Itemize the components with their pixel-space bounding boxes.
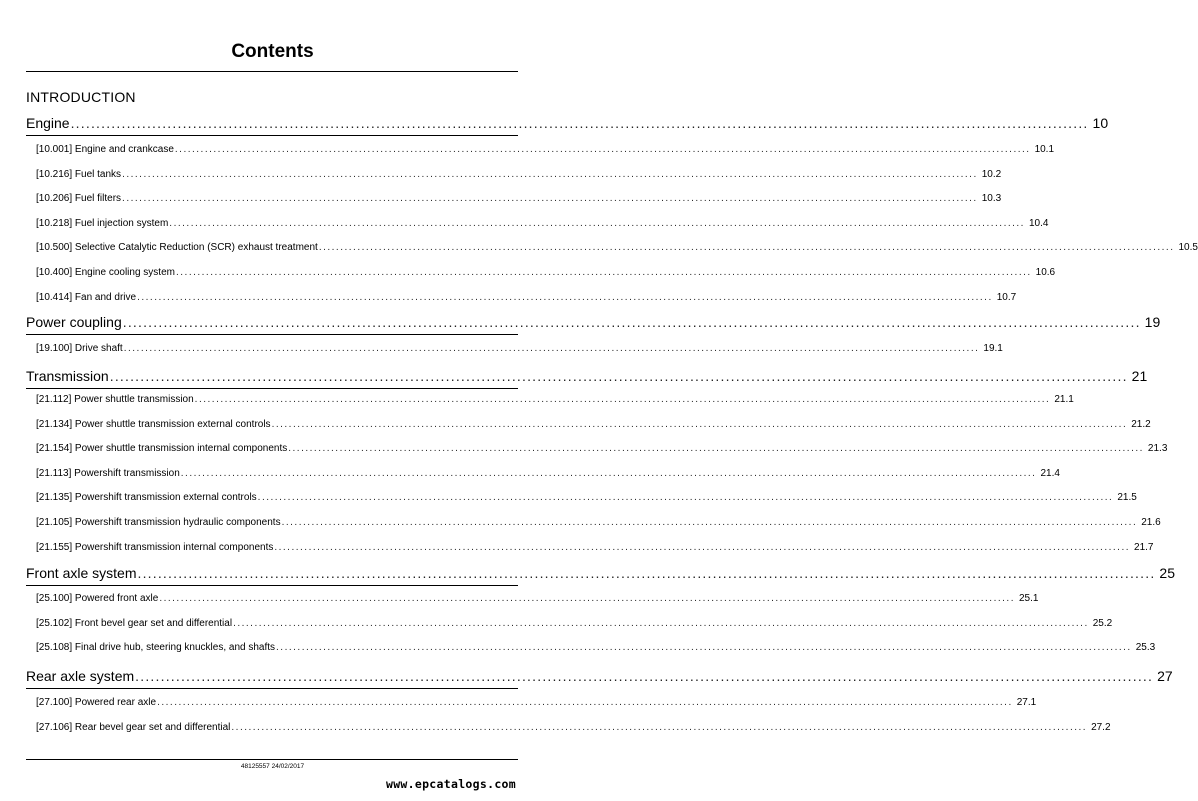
toc-entry-page: 21.2 (1131, 419, 1151, 430)
toc-entry-title: [21.112] Power shuttle transmission (36, 394, 194, 405)
toc-entry-title: [21.135] Powershift transmission external controls (36, 492, 257, 503)
toc-leader: ........................................................................................................................................................................................................ (288, 443, 1144, 454)
toc-entry-page: 10.1 (1034, 144, 1055, 155)
toc-entry-title: [27.100] Powered rear axle (36, 697, 157, 708)
toc-leader: ........................................................................................................................................................................................................ (281, 517, 1138, 528)
toc-leader: ........................................................................................................................................................................................................ (231, 722, 1088, 733)
toc-entry-page: 25.1 (1018, 593, 1039, 604)
toc-section-title: Engine (26, 115, 70, 131)
toc-entry-title: [10.001] Engine and crankcase (36, 144, 174, 155)
toc-leader: ........................................................................................................................................................................................................ (122, 314, 1141, 330)
toc-leader: ........................................................................................................................................................................................................ (123, 343, 980, 354)
toc-entry-title: [10.216] Fuel tanks (36, 169, 122, 180)
section-rule (26, 388, 518, 389)
toc-entry[interactable] (36, 343, 1003, 357)
toc-entry[interactable] (36, 642, 1156, 656)
toc-entry-page: 25.3 (1135, 642, 1156, 653)
toc-leader: ........................................................................................................................................................................................................ (271, 419, 1128, 430)
toc-entry-title: [25.108] Final drive hub, steering knuckles, and shafts (36, 642, 276, 653)
toc-leader: ........................................................................................................................................................................................................ (122, 169, 978, 180)
toc-entry[interactable] (36, 468, 1060, 482)
title-rule (26, 71, 518, 72)
toc-entry-page: 21.6 (1141, 517, 1161, 528)
toc-leader: ........................................................................................................................................................................................................ (122, 193, 978, 204)
toc-entry-page: 10.4 (1028, 218, 1049, 229)
toc-leader: ........................................................................................................................................................................................................ (135, 668, 1154, 684)
toc-section[interactable] (26, 314, 1161, 334)
section-rule (26, 585, 518, 586)
toc-section-page: 27 (1157, 668, 1173, 684)
introduction-heading[interactable]: INTRODUCTION (26, 89, 136, 105)
toc-entry-page: 21.5 (1117, 492, 1137, 503)
toc-entry[interactable] (36, 419, 1151, 433)
toc-entry[interactable] (36, 542, 1154, 556)
toc-entry-title: [10.206] Fuel filters (36, 193, 122, 204)
toc-entry[interactable] (36, 242, 1198, 256)
toc-entry-page: 27.1 (1016, 697, 1037, 708)
toc-section-page: 25 (1159, 565, 1175, 581)
toc-leader: ........................................................................................................................................................................................................ (137, 292, 993, 303)
toc-entry-page: 10.6 (1035, 267, 1056, 278)
toc-entry[interactable] (36, 492, 1137, 506)
toc-entry-title: [27.106] Rear bevel gear set and differential (36, 722, 231, 733)
toc-entry-title: [10.500] Selective Catalytic Reduction (SCR) exhaust treatment (36, 242, 318, 253)
toc-entry[interactable] (36, 169, 1002, 183)
toc-entry-title: [19.100] Drive shaft (36, 343, 123, 354)
toc-entry[interactable] (36, 193, 1002, 207)
page-title: Contents (231, 41, 314, 62)
section-rule (26, 688, 518, 689)
toc-entry[interactable] (36, 267, 1056, 281)
toc-entry[interactable] (36, 218, 1049, 232)
toc-section-page: 10 (1092, 115, 1109, 131)
toc-leader: ........................................................................................................................................................................................................ (233, 618, 1089, 629)
document-footer: 48125557 24/02/2017 (240, 763, 305, 770)
section-rule (26, 135, 518, 136)
toc-leader: ........................................................................................................................................................................................................ (276, 642, 1132, 653)
toc-entry-title: [21.113] Powershift transmission (36, 468, 180, 479)
toc-entry-title: [25.100] Powered front axle (36, 593, 159, 604)
toc-section-title: Transmission (26, 368, 109, 384)
toc-section[interactable] (26, 368, 1148, 388)
toc-entry[interactable] (36, 292, 1017, 306)
toc-entry-title: [10.400] Engine cooling system (36, 267, 175, 278)
footer-rule (26, 759, 518, 760)
toc-entry[interactable] (36, 722, 1111, 736)
toc-entry[interactable] (36, 394, 1074, 408)
toc-section[interactable] (26, 115, 1109, 135)
toc-entry[interactable] (36, 593, 1039, 607)
toc-section-title: Rear axle system (26, 668, 135, 684)
toc-entry-title: [21.134] Power shuttle transmission external controls (36, 419, 271, 430)
toc-section-title: Power coupling (26, 314, 122, 330)
toc-entry-page: 10.5 (1178, 242, 1198, 253)
toc-leader: ........................................................................................................................................................................................................ (174, 144, 1031, 155)
toc-entry-page: 10.3 (981, 193, 1002, 204)
toc-leader: ........................................................................................................................................................................................................ (318, 242, 1175, 253)
toc-entry-title: [25.102] Front bevel gear set and differential (36, 618, 233, 629)
toc-entry-title: [21.154] Power shuttle transmission internal components (36, 443, 288, 454)
toc-section[interactable] (26, 668, 1173, 688)
toc-section-page: 19 (1144, 314, 1161, 330)
section-rule (26, 334, 518, 335)
toc-entry[interactable] (36, 144, 1055, 158)
toc-leader: ........................................................................................................................................................................................................ (194, 394, 1051, 405)
toc-leader: ........................................................................................................................................................................................................ (137, 565, 1156, 581)
toc-leader: ........................................................................................................................................................................................................ (157, 697, 1013, 708)
toc-leader: ........................................................................................................................................................................................................ (109, 368, 1128, 384)
toc-entry-page: 21.1 (1054, 394, 1074, 405)
toc-entry-page: 27.2 (1091, 722, 1111, 733)
toc-entry-title: [21.155] Powershift transmission internal components (36, 542, 274, 553)
toc-entry-page: 21.4 (1040, 468, 1060, 479)
toc-leader: ........................................................................................................................................................................................................ (159, 593, 1015, 604)
toc-entry-page: 10.2 (981, 169, 1002, 180)
toc-entry[interactable] (36, 618, 1113, 632)
toc-entry[interactable] (36, 443, 1168, 457)
toc-leader: ........................................................................................................................................................................................................ (180, 468, 1037, 479)
toc-entry-page: 25.2 (1092, 618, 1113, 629)
toc-section[interactable] (26, 565, 1175, 585)
toc-entry-title: [10.218] Fuel injection system (36, 218, 169, 229)
toc-section-title: Front axle system (26, 565, 137, 581)
toc-entry-title: [10.414] Fan and drive (36, 292, 137, 303)
toc-leader: ........................................................................................................................................................................................................ (175, 267, 1032, 278)
toc-entry-page: 10.7 (996, 292, 1017, 303)
toc-leader: ........................................................................................................................................................................................................ (257, 492, 1114, 503)
toc-entry-title: [21.105] Powershift transmission hydraulic components (36, 517, 281, 528)
toc-entry-page: 19.1 (983, 343, 1003, 354)
toc-section-page: 21 (1131, 368, 1148, 384)
toc-entry[interactable] (36, 697, 1037, 711)
toc-entry-page: 21.3 (1147, 443, 1168, 454)
toc-leader: ........................................................................................................................................................................................................ (274, 542, 1131, 553)
toc-entry-page: 21.7 (1134, 542, 1154, 553)
watermark: www.epcatalogs.com (385, 777, 516, 791)
toc-entry[interactable] (36, 517, 1161, 531)
toc-leader: ........................................................................................................................................................................................................ (169, 218, 1025, 229)
toc-leader: ........................................................................................................................................................................................................ (70, 115, 1089, 131)
